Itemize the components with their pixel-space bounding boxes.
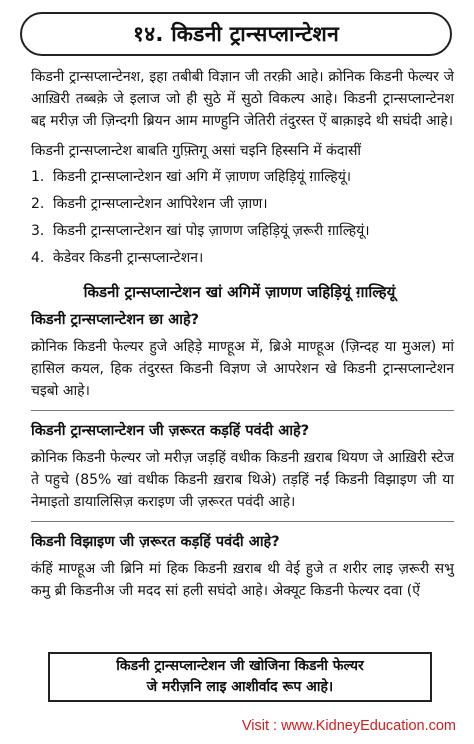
answer-paragraph: क्रोनिक किडनी फेल्यर हुजे अहिड़े माण्हूअ में, ब्रिअे माण्हूअ (ज़िन्दह या मुअल) मां हासिल कयल, हिक तंदुरस्त किडनी विज्ञण जे आपरेशन खे किडनी ट्रान्सप्लान्टेशन चइबो आहे। xyxy=(31,339,454,399)
question-heading: किडनी विझाइण जी ज़रूरत कड़हिं पवंदी आहे? xyxy=(31,534,280,550)
question-heading: किडनी ट्रान्सप्लान्टेशन जी ज़रूरत कड़हिं पवंदी आहे? xyxy=(31,423,310,439)
divider xyxy=(31,521,454,522)
note-line: जे मरीज़नि लाइ आशीर्वाद रूप आहे। xyxy=(146,679,334,695)
intro-paragraph: किडनी ट्रान्सप्लान्टेनश, इहा तबीबी विज्ञान जी तरक़ी आहे। क्रोनिक किडनी फेल्यर जे आख़िरी तब्बक़े जे इलाज जो ही सुठे में सुठो विकल्प आहे। किडनी ट्रान्सप्लान्टेनश बद्द मरीज़ जी ज़िन्दगी ब्रियन आम माण्हुनि जेतिरी तंदुरस्त ऐं बाक़ाइदे थी सघंदी आहे। xyxy=(31,69,454,129)
answer-paragraph: क्रोनिक किडनी फेल्यर जो मरीज़ जड़हिं वधीक किडनी ख़राब थियण जे आख़िरी स्टेज ते पहुचे (85% खां वधीक किडनी ख़राब थिअे) तड़हिं नईं किडनी विझाइण जी या नेमाइतो डायालिसिज़ कराइण जी ज़रूरत पवंदी आहे। xyxy=(31,450,454,510)
list-item: 2. किडनी ट्रान्सप्लान्टेशन आपिरेशन जी ज़ाण। xyxy=(31,196,268,212)
answer-paragraph: कंहिं माण्हूअ जी ब्रिनि मां हिक किडनी ख़राब थी वेई हुजे त शरीर लाइ ज़रूरी सभु कमु ब्री किडनीअ जी मदद सां हली सघंदो आहे। अेक्यूट किडनी फेल्यर दवा (ऐं xyxy=(31,561,454,599)
list-item: 3. किडनी ट्रान्सप्लान्टेशन खां पोइ ज़ाणण जहिड़ियूं ज़रूरी ग़ाल्हियूं। xyxy=(31,223,370,239)
content-area xyxy=(31,66,454,610)
footer-website-link[interactable]: Visit : www.KidneyEducation.com xyxy=(241,718,456,734)
page-title xyxy=(20,12,452,56)
question-heading: किडनी ट्रान्सप्लान्टेशन छा आहे? xyxy=(31,312,200,328)
list-intro: किडनी ट्रान्सप्लान्टेश बाबति गुफ़्तिगू असां चइनि हिस्सनि में कंदासीं xyxy=(31,143,362,159)
list-item: 4. केडेवर किडनी ट्रान्सप्लान्टेशन। xyxy=(31,250,204,266)
topic-list xyxy=(31,164,454,272)
highlight-note-box xyxy=(48,652,432,702)
list-item: 1. किडनी ट्रान्सप्लान्टेशन खां अगि में ज़ाणण जहिड़ियूं ग़ाल्हियूं। xyxy=(31,169,352,185)
divider xyxy=(31,410,454,411)
note-line: किडनी ट्रान्सप्लान्टेशन जी खोजिना किडनी फेल्यर xyxy=(116,658,364,674)
title-text: १४. किडनी ट्रान्सप्लान्टेशन xyxy=(132,22,340,46)
section-heading: किडनी ट्रान्सप्लान्टेशन खां अगिमें ज़ाणण जहिड़ियूं ग़ाल्हियूं xyxy=(83,283,396,301)
